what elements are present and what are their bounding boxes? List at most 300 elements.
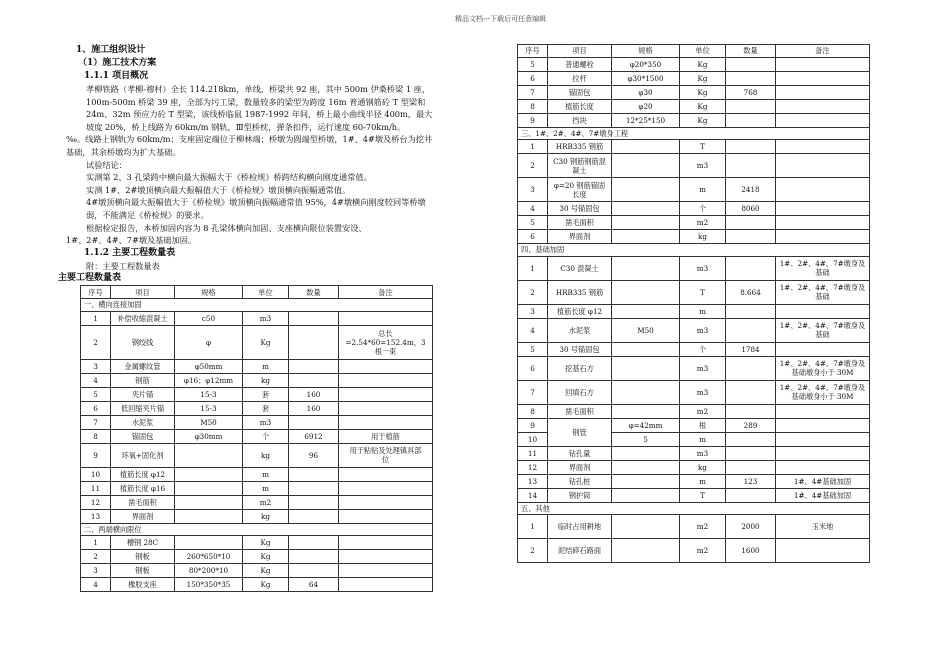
table-cell: 2 xyxy=(81,550,111,564)
table-cell xyxy=(289,467,339,481)
section-row-other xyxy=(518,502,870,515)
table-row xyxy=(81,387,433,401)
section-row-pier xyxy=(518,127,870,140)
table-cell xyxy=(776,99,870,113)
left-column xyxy=(58,44,438,592)
table-cell: φ=42mm xyxy=(612,418,680,432)
table-cell: m3 xyxy=(680,154,726,178)
table-cell: 挖基石方 xyxy=(548,356,612,380)
table-cell: m xyxy=(680,432,726,446)
table-cell: 1784 xyxy=(726,342,776,356)
table-row xyxy=(518,113,870,127)
table-cell: Kg xyxy=(243,325,289,359)
table-cell: 环氧+固化剂 xyxy=(111,443,175,467)
table-cell: φ20*350 xyxy=(612,57,680,71)
table-row xyxy=(81,325,433,359)
table-row xyxy=(518,216,870,230)
table-cell xyxy=(776,202,870,216)
table-cell: 锚固包 xyxy=(111,429,175,443)
table-cell xyxy=(612,202,680,216)
column-header: 规格 xyxy=(175,286,243,299)
table-row xyxy=(81,536,433,550)
table-cell: 1 xyxy=(518,256,548,280)
table-cell: kg xyxy=(680,460,726,474)
section-label: 四、基础加固 xyxy=(518,244,870,257)
table-cell: 5 xyxy=(81,387,111,401)
table-cell xyxy=(339,311,433,325)
quantity-table-left xyxy=(80,285,433,592)
table-cell: 锚固包 xyxy=(548,85,612,99)
table-cell xyxy=(612,539,680,563)
quantity-table-right xyxy=(517,44,870,563)
column-header: 单位 xyxy=(243,286,289,299)
column-header: 规格 xyxy=(612,45,680,58)
table-cell: 3 xyxy=(518,178,548,202)
table-cell: 150*350*35 xyxy=(175,578,243,592)
table-cell xyxy=(289,481,339,495)
table-cell: 钢筋 xyxy=(111,373,175,387)
table-cell: m xyxy=(243,359,289,373)
section-label: 一、横向连接加固 xyxy=(81,298,433,311)
table-cell: 80*200*10 xyxy=(175,564,243,578)
column-header: 项目 xyxy=(111,286,175,299)
table-title: 主要工程数量表 xyxy=(58,273,122,284)
table-cell xyxy=(726,488,776,502)
column-header: 单位 xyxy=(680,45,726,58)
table-cell xyxy=(776,446,870,460)
table-cell xyxy=(175,443,243,467)
table-cell: 钢管 xyxy=(548,418,612,446)
table-row xyxy=(518,418,870,432)
table-row xyxy=(518,342,870,356)
table-cell: 3 xyxy=(81,359,111,373)
table-cell: 30 号锚固包 xyxy=(548,342,612,356)
table-cell xyxy=(339,481,433,495)
paragraph-finding-2: 实测 1#、2#墩顶横向最大振幅值大于《桥检规》墩顶横向振幅通常值。 xyxy=(86,184,351,195)
table-row xyxy=(518,99,870,113)
table-cell xyxy=(289,325,339,359)
table-cell: 9 xyxy=(518,113,548,127)
table-cell xyxy=(726,256,776,280)
table-cell: Kg xyxy=(680,85,726,99)
table-cell: 界面剂 xyxy=(548,460,612,474)
table-cell xyxy=(289,415,339,429)
table-cell: m3 xyxy=(680,446,726,460)
table-row xyxy=(518,256,870,280)
table-row xyxy=(81,311,433,325)
table-cell: m2 xyxy=(680,515,726,539)
table-cell: 1#、2#、4#、7#墩身及 基础 xyxy=(776,318,870,342)
table-cell: 水泥浆 xyxy=(111,415,175,429)
table-cell: 泥结碎石路面 xyxy=(548,539,612,563)
table-row xyxy=(518,85,870,99)
table-cell: m2 xyxy=(680,539,726,563)
table-cell: 玉米地 xyxy=(776,515,870,539)
table-cell xyxy=(339,359,433,373)
table-cell: 6 xyxy=(518,356,548,380)
table-cell: C30 混凝土 xyxy=(548,256,612,280)
table-cell: 钢护筒 xyxy=(548,488,612,502)
table-cell: 9 xyxy=(518,418,548,432)
column-header: 数量 xyxy=(289,286,339,299)
table-cell: 1 xyxy=(81,311,111,325)
table-cell xyxy=(175,536,243,550)
table-cell xyxy=(612,515,680,539)
table-cell xyxy=(776,178,870,202)
table-cell: Kg xyxy=(680,71,726,85)
table-cell xyxy=(612,380,680,404)
table-cell: 12*25*150 xyxy=(612,113,680,127)
table-cell: 钢板 xyxy=(111,564,175,578)
table-cell xyxy=(339,536,433,550)
section-heading-construction-design: 1、施工组织设计 xyxy=(76,45,146,55)
table-cell: m3 xyxy=(243,311,289,325)
table-cell: HRB335 钢筋 xyxy=(548,280,612,304)
table-cell: 1 xyxy=(518,140,548,154)
table-cell: 钻孔量 xyxy=(548,446,612,460)
table-cell: m3 xyxy=(680,380,726,404)
paragraph-reinforcement: 根据检定报告，本桥加固内容为 8 孔梁体横向加固、支座横向限位装置安设、 xyxy=(86,222,367,233)
table-row xyxy=(81,467,433,481)
table-cell: 160 xyxy=(289,387,339,401)
table-row xyxy=(518,318,870,342)
table-cell: 8 xyxy=(81,429,111,443)
table-header-row xyxy=(81,286,433,299)
table-cell xyxy=(776,539,870,563)
table-row xyxy=(518,356,870,380)
table-cell: 96 xyxy=(289,443,339,467)
table-row xyxy=(81,443,433,467)
table-cell: 2418 xyxy=(726,178,776,202)
table-cell: 7 xyxy=(518,85,548,99)
table-cell: 凿毛面积 xyxy=(111,495,175,509)
overview-text xyxy=(66,83,438,247)
table-cell: kg xyxy=(243,443,289,467)
page-header-note: 精品文档---下载后可任意编辑 xyxy=(455,15,547,23)
table-cell xyxy=(339,401,433,415)
table-cell: 12 xyxy=(81,495,111,509)
table-row xyxy=(518,460,870,474)
table-row xyxy=(518,202,870,216)
table-cell: m2 xyxy=(243,495,289,509)
table-row xyxy=(81,401,433,415)
heading-project-overview: 1.1.1 项目概况 xyxy=(84,71,149,81)
table-row xyxy=(518,404,870,418)
table-cell: 10 xyxy=(81,467,111,481)
table-cell: 4 xyxy=(518,202,548,216)
table-cell xyxy=(726,71,776,85)
table-cell xyxy=(776,216,870,230)
table-cell: φ20 xyxy=(612,99,680,113)
table-cell: M50 xyxy=(175,415,243,429)
section-label: 二、两端横向限位 xyxy=(81,523,433,536)
table-cell xyxy=(612,304,680,318)
table-cell: 1 xyxy=(518,515,548,539)
table-cell: 植筋长度 φ12 xyxy=(548,304,612,318)
table-cell xyxy=(776,230,870,244)
table-row xyxy=(81,509,433,523)
table-cell: m3 xyxy=(243,415,289,429)
table-cell: 补偿收缩混凝土 xyxy=(111,311,175,325)
table-cell xyxy=(726,304,776,318)
table-cell: kg xyxy=(243,509,289,523)
table-cell: 总长 =2.54*60=152.4m，3 根一束 xyxy=(339,325,433,359)
right-column xyxy=(517,44,869,563)
table-cell xyxy=(776,404,870,418)
table-cell: 个 xyxy=(680,202,726,216)
table-row xyxy=(518,154,870,178)
table-cell xyxy=(339,509,433,523)
subsection-heading-technical-plan: （1）施工技术方案 xyxy=(78,58,157,68)
table-row xyxy=(518,140,870,154)
table-cell xyxy=(612,404,680,418)
table-row xyxy=(518,230,870,244)
table-cell xyxy=(175,509,243,523)
table-cell: m xyxy=(680,178,726,202)
section-row-transverse xyxy=(81,298,433,311)
table-cell xyxy=(289,373,339,387)
table-cell: φ30 xyxy=(612,85,680,99)
table-row xyxy=(81,564,433,578)
table-cell: 界面剂 xyxy=(111,509,175,523)
table-cell xyxy=(289,495,339,509)
table-cell: 橡胶支座 xyxy=(111,578,175,592)
table-cell xyxy=(726,216,776,230)
table-cell: 1#、2#、4#、7#墩身及 基础墩身小于 30M xyxy=(776,356,870,380)
paragraph-finding-3: 4#墩顶横向最大振幅值大于《桥检规》墩顶横向振幅通常值 95%，4#墩横向刚度较同等桥墩弱，不能满足《桥检规》的要求。 xyxy=(86,197,426,220)
table-cell xyxy=(726,154,776,178)
paragraph-overview: 孝柳铁路（孝柳-穆村）全长 114.218km，单线，桥梁共 92 座，其中 500m 伊桑桥梁 1 座，100m-500m 桥梁 39 座，全部为圬工梁，数量较多的梁型为跨度 16m 普通钢筋砼 T 型梁和 24m、32m 预应力砼 T 型梁，该线桥临鼠 1987-1992 年间，桥上最小曲线半径 400m，最大坡度 20%，桥上线路为 60km/m 钢轨，Ⅲ型桥枕，弹条扣件，运行速度 60-70km/h。 xyxy=(86,84,433,132)
table-cell: 260*650*10 xyxy=(175,550,243,564)
table-cell xyxy=(776,154,870,178)
table-cell: 植筋长度 φ12 xyxy=(111,467,175,481)
table-cell xyxy=(175,495,243,509)
table-cell: 9 xyxy=(81,443,111,467)
table-cell: 2000 xyxy=(726,515,776,539)
table-cell: m2 xyxy=(680,404,726,418)
table-cell xyxy=(726,356,776,380)
table-cell: 64 xyxy=(289,578,339,592)
table-cell: 槽钢 28C xyxy=(111,536,175,550)
table-cell: 1#、2#、4#、7#墩身及 基础 xyxy=(776,280,870,304)
table-cell: 5 xyxy=(518,342,548,356)
table-cell: 临时占用耕地 xyxy=(548,515,612,539)
table-cell: 6 xyxy=(81,401,111,415)
table-cell: φ xyxy=(175,325,243,359)
table-cell xyxy=(776,460,870,474)
table-row xyxy=(518,57,870,71)
table-cell: 5 xyxy=(518,57,548,71)
table-cell: 4 xyxy=(518,318,548,342)
table-cell: 13 xyxy=(518,474,548,488)
table-cell: φ30mm xyxy=(175,429,243,443)
table-cell xyxy=(612,230,680,244)
paragraph-structure: ‰。线路上钢轨为 60km/m；支座固定端位于柳林端；桥墩为圆端型桥墩，1#、4#墩及桥台为挖井基础，其余桥墩均为扩大基础。 xyxy=(66,134,433,157)
table-row xyxy=(518,446,870,460)
table-cell: 13 xyxy=(81,509,111,523)
table-cell xyxy=(726,460,776,474)
table-cell: Kg xyxy=(680,113,726,127)
table-cell: 7 xyxy=(518,380,548,404)
table-cell xyxy=(339,495,433,509)
table-cell: 钢绞线 xyxy=(111,325,175,359)
table-cell: 289 xyxy=(726,418,776,432)
table-cell: T xyxy=(680,140,726,154)
table-cell: 11 xyxy=(81,481,111,495)
table-cell: HRB335 钢筋 xyxy=(548,140,612,154)
table-cell xyxy=(776,432,870,446)
table-row xyxy=(518,178,870,202)
table-cell xyxy=(726,404,776,418)
table-cell: 夹片锚 xyxy=(111,387,175,401)
table-cell xyxy=(339,564,433,578)
table-cell: m3 xyxy=(680,256,726,280)
table-cell xyxy=(612,474,680,488)
table-cell: 界面剂 xyxy=(548,230,612,244)
table-cell: 凿毛面积 xyxy=(548,404,612,418)
table-cell: φ30*1500 xyxy=(612,71,680,85)
table-cell: 根 xyxy=(680,418,726,432)
table-cell xyxy=(289,564,339,578)
table-cell: 11 xyxy=(518,446,548,460)
table-row xyxy=(81,578,433,592)
table-cell: T xyxy=(680,488,726,502)
table-cell xyxy=(612,460,680,474)
table-cell: 2 xyxy=(518,539,548,563)
table-row xyxy=(518,380,870,404)
table-cell xyxy=(339,578,433,592)
table-cell xyxy=(776,342,870,356)
table-cell xyxy=(776,57,870,71)
attachment-note: 附：主要工程数量表 xyxy=(86,260,160,271)
table-cell xyxy=(776,113,870,127)
table-row xyxy=(518,71,870,85)
table-cell: 1 xyxy=(81,536,111,550)
table-cell xyxy=(726,446,776,460)
table-cell: c50 xyxy=(175,311,243,325)
table-cell xyxy=(175,467,243,481)
table-cell: 7 xyxy=(81,415,111,429)
table-cell: 14 xyxy=(518,488,548,502)
table-cell: 4 xyxy=(81,578,111,592)
table-cell: M50 xyxy=(612,318,680,342)
table-cell: m2 xyxy=(680,216,726,230)
table-cell: 768 xyxy=(726,85,776,99)
table-cell: 3 xyxy=(81,564,111,578)
table-cell: 1#、2#、4#、7#墩身及 基础墩身小于 30M xyxy=(776,380,870,404)
table-cell: 用于植筋 xyxy=(339,429,433,443)
table-cell: 30 号锚固包 xyxy=(548,202,612,216)
table-cell: 5 xyxy=(612,432,680,446)
table-cell: φ50mm xyxy=(175,359,243,373)
table-cell: 用于粘贴及处理镇具部 位 xyxy=(339,443,433,467)
table-row xyxy=(518,280,870,304)
table-cell xyxy=(612,154,680,178)
section-row-foundation xyxy=(518,244,870,257)
table-cell xyxy=(612,216,680,230)
table-cell: kg xyxy=(680,230,726,244)
table-cell xyxy=(289,509,339,523)
table-cell: m xyxy=(243,467,289,481)
table-cell: 5 xyxy=(518,216,548,230)
table-cell: 植筋长度 xyxy=(548,99,612,113)
table-row xyxy=(518,304,870,318)
table-cell: m xyxy=(680,304,726,318)
table-cell xyxy=(776,304,870,318)
paragraph-test-conclusion: 试验结论： xyxy=(86,159,127,170)
column-header: 数量 xyxy=(726,45,776,58)
table-cell: 普通螺栓 xyxy=(548,57,612,71)
table-cell: 1#、4#基础加固 xyxy=(776,488,870,502)
table-cell xyxy=(339,550,433,564)
section-label: 三、1#、2#、4#、7#墩身工程 xyxy=(518,127,870,140)
table-cell xyxy=(726,432,776,446)
table-cell: 水泥浆 xyxy=(548,318,612,342)
table-cell xyxy=(289,359,339,373)
heading-quantity-table: 1.1.2 主要工程数量表 xyxy=(84,247,176,258)
column-header: 备注 xyxy=(776,45,870,58)
table-cell: 1600 xyxy=(726,539,776,563)
table-cell: 8 xyxy=(518,99,548,113)
table-cell xyxy=(612,446,680,460)
table-cell: 160 xyxy=(289,401,339,415)
table-cell xyxy=(726,113,776,127)
table-cell xyxy=(776,418,870,432)
table-row xyxy=(81,481,433,495)
table-cell: 123 xyxy=(726,474,776,488)
table-cell: 植筋长度 φ16 xyxy=(111,481,175,495)
table-row xyxy=(81,429,433,443)
table-cell xyxy=(726,380,776,404)
table-cell xyxy=(726,57,776,71)
table-row xyxy=(81,359,433,373)
table-cell: 15-3 xyxy=(175,387,243,401)
table-cell: m3 xyxy=(680,318,726,342)
table-row xyxy=(518,474,870,488)
table-cell: 1#、4#基础加固 xyxy=(776,474,870,488)
table-cell: Kg xyxy=(243,578,289,592)
table-cell: 个 xyxy=(243,429,289,443)
table-cell: 10 xyxy=(518,432,548,446)
table-cell: 2 xyxy=(518,154,548,178)
table-cell: 8.664 xyxy=(726,280,776,304)
table-cell: m xyxy=(243,481,289,495)
table-cell xyxy=(612,488,680,502)
table-cell: 6 xyxy=(518,230,548,244)
table-cell: Kg xyxy=(680,99,726,113)
table-cell: 1#、2#、4#、7#墩身及 基础 xyxy=(776,256,870,280)
column-header: 序号 xyxy=(81,286,111,299)
table-cell xyxy=(776,85,870,99)
table-cell xyxy=(289,550,339,564)
table-row xyxy=(81,415,433,429)
table-cell: 2 xyxy=(81,325,111,359)
table-cell: 15-3 xyxy=(175,401,243,415)
table-header-row xyxy=(518,45,870,58)
column-header: 序号 xyxy=(518,45,548,58)
table-cell: 回填石方 xyxy=(548,380,612,404)
table-cell xyxy=(339,415,433,429)
table-cell xyxy=(776,140,870,154)
table-cell: m xyxy=(680,474,726,488)
table-cell: 6912 xyxy=(289,429,339,443)
table-cell xyxy=(612,140,680,154)
table-cell xyxy=(726,140,776,154)
table-cell: 3 xyxy=(518,304,548,318)
paragraph-finding-1: 实测第 2、3 孔梁跨中横向最大振幅大于《桥检规》桥跨结构横向刚度通常值。 xyxy=(86,172,372,183)
table-row xyxy=(518,488,870,502)
table-cell: 2 xyxy=(518,280,548,304)
